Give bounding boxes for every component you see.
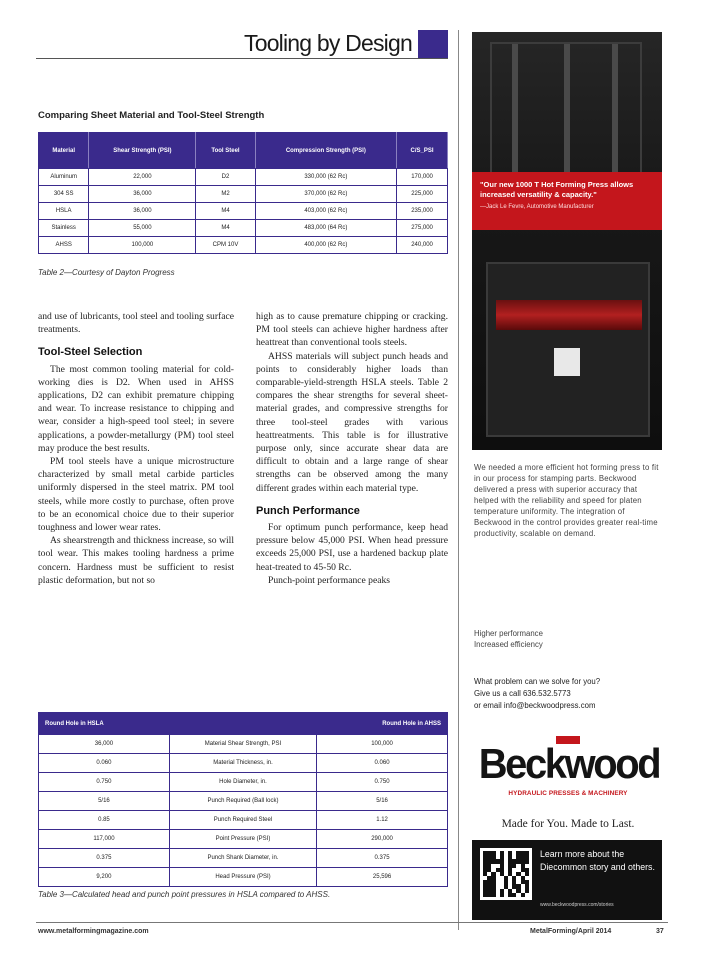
table-cell: 0.85 xyxy=(39,811,170,830)
ad-bullets xyxy=(474,628,662,650)
table2-col-header: C/S_PSI xyxy=(397,133,448,169)
table-row xyxy=(39,237,448,254)
ad-phone[interactable]: Give us a call 636.532.5773 xyxy=(474,689,571,698)
footer-website: www.metalformingmagazine.com xyxy=(38,928,149,935)
paragraph: PM tool steels have a unique microstructure characterized by small metal carbide particles uniformly dispersed in the steel matrix. PM tool steels, while more costly to purchase, often prove to be an economical choice due to their superior toughness and lower wear rates. xyxy=(38,456,234,534)
table-cell: Stainless xyxy=(39,220,89,237)
article-column-right xyxy=(256,310,448,678)
table-cell: 330,000 (62 Rc) xyxy=(255,169,396,186)
table3-col-header-left: Round Hole in HSLA xyxy=(39,713,170,735)
paragraph: Punch-point performance peaks xyxy=(268,574,391,586)
paragraph: AHSS materials will subject punch heads and points to considerably higher loads than comparable-yield-strength HSLA steels. Table 2 compares the shear strengths for several sheet-material grades, and compressive strengths for three tool-steel grades with various heattreatments. This table is for illustrative purpose only, since accurate shear data are difficult to obtain and a large range of shear strengths can be observed among the many different grades within each material type. xyxy=(256,350,448,494)
logo-wordmark: Beckwood xyxy=(478,740,660,787)
table3-header-row xyxy=(39,713,448,735)
article-column-left xyxy=(38,310,234,678)
table-cell: Punch Shank Diameter, in. xyxy=(169,849,316,868)
table-cell: 400,000 (62 Rc) xyxy=(255,237,396,254)
qr-caption: Learn more about the Diecommon story and others. xyxy=(540,849,655,872)
page-header-title: Tooling by Design xyxy=(244,30,412,56)
table-cell: 100,000 xyxy=(317,735,448,754)
table-cell: 100,000 xyxy=(89,237,196,254)
table2-col-header: Tool Steel xyxy=(196,133,255,169)
paragraph: As shearstrength and thickness increase, so will tool wear. This makes tooling hardness a prime concern. Hardness must be sufficient to resist plastic deformation, but not so xyxy=(38,535,234,586)
table3-caption: Table 3—Calculated head and punch point pressures in HSLA compared to AHSS. xyxy=(38,890,331,899)
table-cell: M4 xyxy=(196,220,255,237)
ad-quote-banner xyxy=(472,172,662,230)
press-nameplate xyxy=(554,348,580,376)
table3 xyxy=(38,712,448,887)
press-pipe xyxy=(564,44,570,174)
paragraph: For optimum punch performance, keep head pressure below 45,000 PSI. When head pressure exceeds 25,000 PSI, use a hardened backup plate heat-treated to 45-50 Rc. xyxy=(256,522,448,573)
table2-caption: Table 2—Courtesy of Dayton Progress xyxy=(38,268,175,277)
table-cell: 240,000 xyxy=(397,237,448,254)
header-rule xyxy=(36,58,448,59)
table2-header-row xyxy=(39,133,448,169)
table-row xyxy=(39,849,448,868)
table-cell: Aluminum xyxy=(39,169,89,186)
paragraph: and use of lubricants, tool steel and tooling surface treatments. xyxy=(38,311,234,336)
table-cell: 0.375 xyxy=(317,849,448,868)
qr-module xyxy=(525,893,529,897)
column-divider xyxy=(458,30,459,930)
table-row xyxy=(39,735,448,754)
table-row xyxy=(39,186,448,203)
table-cell: 1.12 xyxy=(317,811,448,830)
table-cell: 117,000 xyxy=(39,830,170,849)
table-cell: 5/16 xyxy=(39,792,170,811)
ad-press-photo xyxy=(472,32,662,450)
logo-subtitle: HYDRAULIC PRESSES & MACHINERY xyxy=(508,790,628,797)
table-row xyxy=(39,868,448,887)
table-cell: 36,000 xyxy=(39,735,170,754)
table-row xyxy=(39,811,448,830)
table-cell: 0.750 xyxy=(39,773,170,792)
table-cell: Punch Required Steel xyxy=(169,811,316,830)
table-row xyxy=(39,792,448,811)
footer-issue: MetalForming/April 2014 xyxy=(530,928,612,935)
table2-col-header: Material xyxy=(39,133,89,169)
ad-quote: "Our new 1000 T Hot Forming Press allows increased versatility & capacity." xyxy=(480,180,634,199)
table3-col-header-right: Round Hole in AHSS xyxy=(317,713,448,735)
ad-quote-attribution: —Jack Le Fevre, Automotive Manufacturer xyxy=(480,204,594,210)
qr-url[interactable]: www.beckwoodpress.com/stories xyxy=(540,902,614,908)
table-cell: 0.750 xyxy=(317,773,448,792)
ad-contact xyxy=(474,676,662,712)
footer-rule xyxy=(36,922,668,923)
table-cell: 25,596 xyxy=(317,868,448,887)
table-cell: 403,000 (62 Rc) xyxy=(255,203,396,220)
table-cell: 483,000 (64 Rc) xyxy=(255,220,396,237)
table2-col-header: Compression Strength (PSI) xyxy=(255,133,396,169)
table3-col-header-mid xyxy=(169,713,316,735)
qr-grid xyxy=(483,851,529,897)
press-pipe xyxy=(612,44,618,174)
table-row xyxy=(39,220,448,237)
section-heading-tool-steel: Tool-Steel Selection xyxy=(38,346,143,359)
table-cell: HSLA xyxy=(39,203,89,220)
ad-contact-question: What problem can we solve for you? xyxy=(474,677,601,686)
table-cell: 304 SS xyxy=(39,186,89,203)
table-cell: Point Pressure (PSI) xyxy=(169,830,316,849)
table-cell: AHSS xyxy=(39,237,89,254)
beckwood-logo xyxy=(474,736,662,802)
table-cell: 5/16 xyxy=(317,792,448,811)
table-cell: 36,000 xyxy=(89,186,196,203)
ad-email[interactable]: or email info@beckwoodpress.com xyxy=(474,701,596,710)
table-cell: 235,000 xyxy=(397,203,448,220)
press-heated-platen xyxy=(496,300,642,330)
table-cell: Material Thickness, in. xyxy=(169,754,316,773)
table-row xyxy=(39,203,448,220)
table-cell: 370,000 (62 Rc) xyxy=(255,186,396,203)
table-row xyxy=(39,169,448,186)
table-cell: Head Pressure (PSI) xyxy=(169,868,316,887)
table-cell: M4 xyxy=(196,203,255,220)
table2-title: Comparing Sheet Material and Tool-Steel Strength xyxy=(38,110,265,121)
paragraph: high as to cause premature chipping or cracking. PM tool steels can achieve higher hardness after heattreat than conventional tools steels. xyxy=(256,311,448,349)
table-row xyxy=(39,754,448,773)
section-heading-punch: Punch Performance xyxy=(256,504,360,517)
ad-qr-panel[interactable] xyxy=(472,840,662,920)
paragraph: The most common tooling material for cold-working dies is D2. When used in AHSS applications, D2 can exhibit premature chipping and wear. To increase resistance to chipping and wear, consider a high-speed tool steel; in severe applications, a powder-metallurgy (PM) tool steel may produce the best results. xyxy=(38,363,234,454)
ad-body-text: We needed a more efficient hot forming press to fit in our process for stamping parts. Beckwood delivered a press with superior accuracy that helped with the reliability and speed for platen temperature uniformity. The integration of Beckwood in the control provides greater real-time productivity, scalable on demand. xyxy=(474,463,659,538)
table-cell: 0.060 xyxy=(317,754,448,773)
table-cell: 36,000 xyxy=(89,203,196,220)
table-cell: 290,000 xyxy=(317,830,448,849)
table2-col-header: Shear Strength (PSI) xyxy=(89,133,196,169)
table-cell: 170,000 xyxy=(397,169,448,186)
page-number: 37 xyxy=(656,928,664,935)
table2 xyxy=(38,132,448,254)
ad-bullet: Higher performance xyxy=(474,629,543,638)
table-cell: 22,000 xyxy=(89,169,196,186)
table-row xyxy=(39,830,448,849)
table-cell: 55,000 xyxy=(89,220,196,237)
header-accent-block xyxy=(418,30,448,58)
table-cell: 9,200 xyxy=(39,868,170,887)
table-cell: 0.375 xyxy=(39,849,170,868)
table-cell: 225,000 xyxy=(397,186,448,203)
table-cell: Punch Required (Ball lock) xyxy=(169,792,316,811)
table-cell: Material Shear Strength, PSI xyxy=(169,735,316,754)
table-cell: 0.060 xyxy=(39,754,170,773)
qr-code-icon[interactable] xyxy=(480,848,532,900)
table-cell: 275,000 xyxy=(397,220,448,237)
table-row xyxy=(39,773,448,792)
ad-bullet: Increased efficiency xyxy=(474,640,543,649)
table-cell: M2 xyxy=(196,186,255,203)
table-cell: CPM 10V xyxy=(196,237,255,254)
table-cell: Hole Diameter, in. xyxy=(169,773,316,792)
table-cell: D2 xyxy=(196,169,255,186)
press-pipe xyxy=(512,44,518,174)
ad-tagline: Made for You. Made to Last. xyxy=(501,818,635,830)
